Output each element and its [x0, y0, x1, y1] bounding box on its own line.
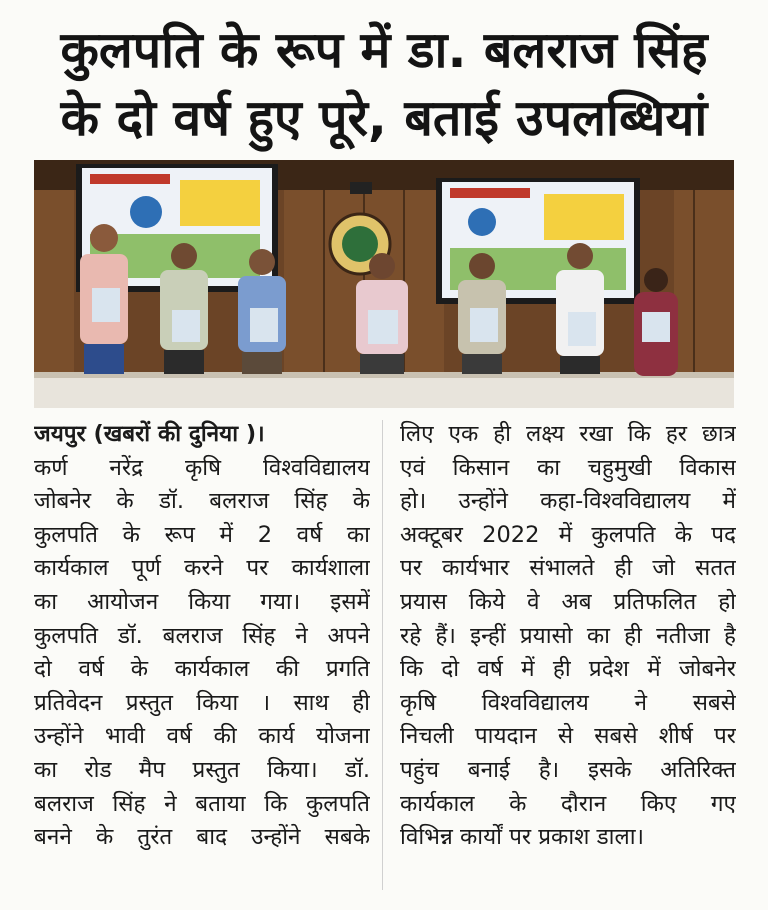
article-line: अक्टूबर 2022 में कुलपति के पद	[400, 521, 736, 548]
headline-line-1: कुलपति के रूप में डा. बलराज सिंह	[60, 21, 708, 79]
article-column-right	[400, 418, 736, 855]
article-line: निचली पायदान से सबसे शीर्ष पर	[400, 723, 736, 750]
article-line: कृषि विश्वविद्यालय ने सबसे	[400, 689, 736, 716]
article-line: उन्होंने भावी वर्ष की कार्य योजना	[34, 723, 370, 750]
headline	[0, 0, 768, 160]
article-line: का रोड मैप प्रस्तुत किया। डॉ.	[34, 756, 370, 783]
article-line: दो वर्ष के कार्यकाल की प्रगति	[34, 656, 370, 683]
article-line: एवं किसान का चहुमुखी विकास	[400, 454, 736, 481]
article-line: पर कार्यभार संभालते ही जो सतत	[400, 555, 736, 582]
article-line: का आयोजन किया गया। इसमें	[34, 588, 370, 615]
article-line: विभिन्न कार्यों पर प्रकाश डाला।	[400, 824, 645, 851]
article-line: कुलपति डॉ. बलराज सिंह ने अपने	[34, 622, 370, 649]
news-photo	[34, 160, 734, 408]
headline-line-2: के दो वर्ष हुए पूरे, बताई उपलब्धियां	[60, 89, 708, 147]
column-divider	[382, 420, 383, 890]
article-line: बलराज सिंह ने बताया कि कुलपति	[34, 790, 370, 817]
article-line: कर्ण नरेंद्र कृषि विश्वविद्यालय	[34, 454, 370, 481]
group-photo-illustration	[34, 160, 734, 408]
article-line: प्रयास किये वे अब प्रतिफलित हो	[400, 588, 736, 615]
article-line: कार्यकाल के दौरान किए गए	[400, 790, 736, 817]
article-line: हो। उन्होंने कहा-विश्वविद्यालय में	[400, 488, 736, 515]
article-line: प्रतिवेदन प्रस्तुत किया । साथ ही	[34, 689, 370, 716]
article-line: बनने के तुरंत बाद उन्होंने सबके	[34, 824, 370, 851]
article-line: लिए एक ही लक्ष्य रखा कि हर छात्र	[400, 421, 736, 447]
article-column-left	[34, 418, 370, 855]
article-line: पहुंच बनाई है। इसके अतिरिक्त	[400, 756, 736, 783]
article-line: जोबनेर के डॉ. बलराज सिंह के	[34, 488, 370, 515]
article-line: कि दो वर्ष में ही प्रदेश में जोबनेर	[400, 656, 736, 683]
article-line: कुलपति के रूप में 2 वर्ष का	[34, 521, 370, 548]
article-dateline: जयपुर (खबरों की दुनिया )।	[34, 421, 265, 447]
article-line: रहे हैं। इन्हीं प्रयासो का ही नतीजा है	[400, 622, 736, 649]
article-line: कार्यकाल पूर्ण करने पर कार्यशाला	[34, 555, 370, 582]
